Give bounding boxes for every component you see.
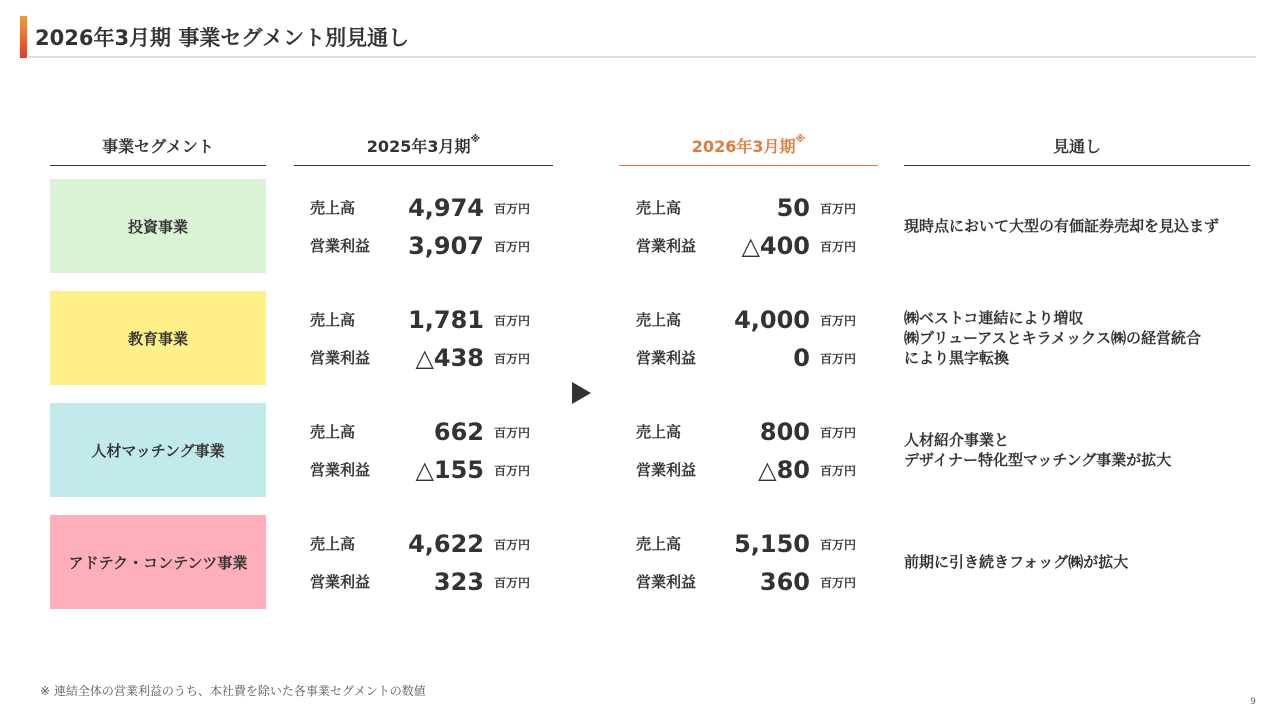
segment-box <box>50 291 266 385</box>
outlook-line: ㈱ブリューアスとキラメックス㈱の経営統合 <box>904 329 1202 347</box>
metric-unit: 百万円 <box>493 426 530 440</box>
segment-outlook <box>904 216 1254 236</box>
header-fy2026-label: 2026年3月期 <box>691 137 796 156</box>
title-accent-bar <box>20 16 27 58</box>
metric-label: 営業利益 <box>310 573 371 591</box>
header-fy2025 <box>294 132 553 166</box>
metric-label: 営業利益 <box>636 461 697 479</box>
page-number: 9 <box>1250 697 1256 707</box>
fy2026-operating-profit-metric <box>636 566 856 596</box>
title-bar <box>20 16 1256 58</box>
metric-unit: 百万円 <box>493 240 530 254</box>
outlook-line: により黒字転換 <box>904 349 1010 367</box>
header-segment-label: 事業セグメント <box>102 137 214 156</box>
segment-outlook <box>904 552 1254 572</box>
fy2026-sales-metric <box>636 416 856 446</box>
header-fy2026-mark: ※ <box>795 134 806 145</box>
metric-value: 4,622 <box>408 530 484 558</box>
fy2025-operating-profit-metric <box>310 342 530 372</box>
metric-unit: 百万円 <box>493 576 530 590</box>
metric-unit: 百万円 <box>819 576 856 590</box>
metric-label: 売上高 <box>310 423 356 441</box>
metric-unit: 百万円 <box>819 538 856 552</box>
metric-value: △80 <box>758 456 810 484</box>
metric-label: 売上高 <box>636 535 682 553</box>
segment-name: アドテク・コンテンツ事業 <box>68 553 248 572</box>
metric-unit: 百万円 <box>493 464 530 478</box>
outlook-line: 現時点において大型の有価証券売却を見込まず <box>904 217 1220 235</box>
metric-unit: 百万円 <box>493 352 530 366</box>
outlook-line: ㈱ベストコ連結により増収 <box>904 309 1084 327</box>
fy2026-operating-profit-metric <box>636 342 856 372</box>
footnote: ※ 連結全体の営業利益のうち、本社費を除いた各事業セグメントの数値 <box>40 684 426 698</box>
outlook-line: 人材紹介事業と <box>904 431 1010 449</box>
metric-label: 売上高 <box>636 199 682 217</box>
segment-name: 教育事業 <box>127 329 188 348</box>
metric-unit: 百万円 <box>819 314 856 328</box>
metric-value: 50 <box>776 194 810 222</box>
metric-label: 売上高 <box>310 535 356 553</box>
fy2025-operating-profit-metric <box>310 454 530 484</box>
metric-label: 営業利益 <box>310 349 371 367</box>
segment-box <box>50 515 266 609</box>
fy2025-sales-metric <box>310 192 530 222</box>
fy2025-sales-metric <box>310 528 530 558</box>
outlook-line: 前期に引き続きフォッグ㈱が拡大 <box>904 553 1129 571</box>
metric-unit: 百万円 <box>493 314 530 328</box>
fy2026-operating-profit-metric <box>636 454 856 484</box>
metric-value: 800 <box>759 418 810 446</box>
metric-label: 営業利益 <box>636 573 697 591</box>
header-segment <box>50 132 266 166</box>
fy2026-sales-metric <box>636 528 856 558</box>
play-arrow-icon <box>572 382 591 404</box>
header-outlook-label: 見通し <box>1052 137 1101 156</box>
metric-unit: 百万円 <box>819 464 856 478</box>
metric-value: 4,974 <box>408 194 484 222</box>
metric-unit: 百万円 <box>493 202 530 216</box>
metric-value: 1,781 <box>408 306 484 334</box>
metric-label: 売上高 <box>636 423 682 441</box>
metric-label: 売上高 <box>636 311 682 329</box>
metric-unit: 百万円 <box>819 352 856 366</box>
title-underline <box>28 56 1256 58</box>
metric-label: 営業利益 <box>636 349 697 367</box>
metric-unit: 百万円 <box>819 426 856 440</box>
fy2025-operating-profit-metric <box>310 566 530 596</box>
fy2025-sales-metric <box>310 304 530 334</box>
metric-label: 売上高 <box>310 199 356 217</box>
fy2026-operating-profit-metric <box>636 230 856 260</box>
header-fy2026 <box>619 132 878 166</box>
metric-label: 営業利益 <box>310 461 371 479</box>
metric-value: △438 <box>415 344 484 372</box>
metric-value: 4,000 <box>734 306 810 334</box>
metric-label: 営業利益 <box>636 237 697 255</box>
metric-label: 売上高 <box>310 311 356 329</box>
metric-value: 0 <box>793 344 810 372</box>
header-fy2025-mark: ※ <box>470 134 481 145</box>
metric-unit: 百万円 <box>819 202 856 216</box>
segment-outlook <box>904 430 1254 470</box>
metric-value: 323 <box>433 568 484 596</box>
page-title: 2026年3月期 事業セグメント別見通し <box>35 26 410 50</box>
segment-name: 投資事業 <box>127 217 188 236</box>
metric-value: 5,150 <box>734 530 810 558</box>
segment-outlook <box>904 308 1254 368</box>
metric-value: △155 <box>415 456 484 484</box>
header-outlook <box>904 132 1250 166</box>
metric-value: 360 <box>759 568 810 596</box>
metric-unit: 百万円 <box>819 240 856 254</box>
segment-box <box>50 403 266 497</box>
metric-label: 営業利益 <box>310 237 371 255</box>
fy2025-sales-metric <box>310 416 530 446</box>
segment-box <box>50 179 266 273</box>
metric-unit: 百万円 <box>493 538 530 552</box>
header-fy2025-label: 2025年3月期 <box>366 137 471 156</box>
metric-value: △400 <box>741 232 810 260</box>
outlook-line: デザイナー特化型マッチング事業が拡大 <box>904 451 1172 469</box>
metric-value: 3,907 <box>408 232 484 260</box>
fy2026-sales-metric <box>636 192 856 222</box>
fy2026-sales-metric <box>636 304 856 334</box>
fy2025-operating-profit-metric <box>310 230 530 260</box>
segment-name: 人材マッチング事業 <box>91 441 225 460</box>
metric-value: 662 <box>433 418 484 446</box>
